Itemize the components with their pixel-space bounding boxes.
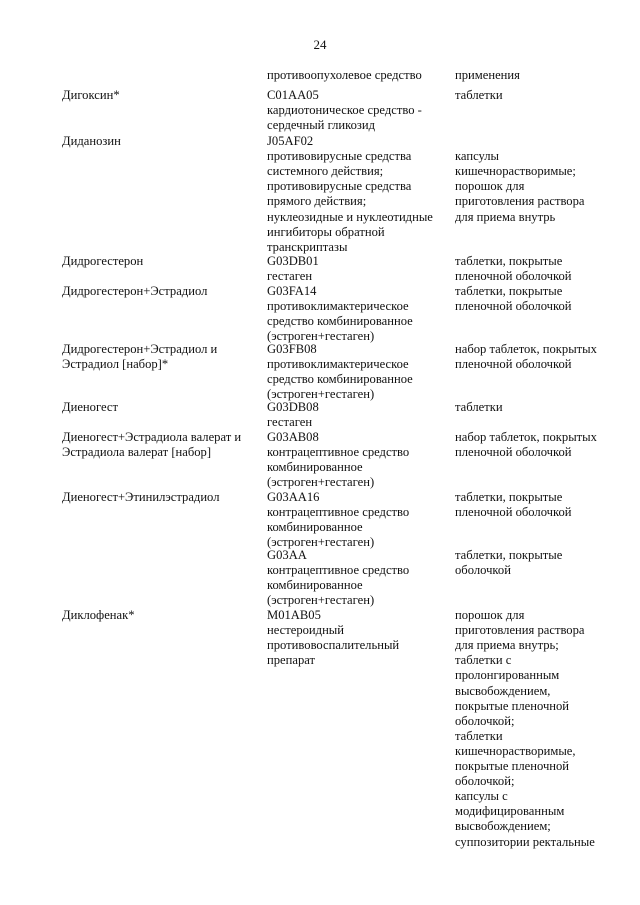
drug-name-line: Диклофенак*	[62, 608, 135, 622]
atc-code-description-line: J05AF02	[267, 134, 314, 148]
dosage-form-line: таблетки с	[455, 653, 512, 668]
dosage-form-line: приготовления раствора	[455, 623, 585, 638]
dosage-form-line: капсулы с	[455, 789, 508, 804]
drug-name-line: Диданозин	[62, 134, 121, 148]
dosage-form-line: порошок для	[455, 179, 525, 194]
dosage-form-line: покрытые пленочной	[455, 698, 570, 713]
dosage-form-line: таблетки, покрытые	[455, 254, 563, 268]
page-number: 24	[313, 37, 327, 52]
atc-code-description-line: прямого действия;	[267, 194, 367, 209]
atc-code-description-line: G03DB01	[267, 254, 319, 268]
drug-name-line: Эстрадиол [набор]*	[62, 357, 169, 372]
atc-code-description-line: препарат	[267, 653, 316, 668]
atc-code-description-line: противоклимактерическое	[267, 299, 409, 314]
dosage-form-line: высвобождением;	[455, 819, 551, 834]
atc-code-description-line: противовирусные средства	[267, 149, 412, 164]
dosage-form-line: набор таблеток, покрытых	[455, 342, 597, 356]
dosage-form-line: пленочной оболочкой	[455, 299, 572, 314]
atc-code-description-line: нестероидный	[267, 623, 345, 638]
atc-code-description-line: G03AA	[267, 548, 307, 562]
atc-code-description-line: системного действия;	[267, 164, 384, 179]
atc-code-description-line: противоклимактерическое	[267, 357, 409, 372]
atc-code-description-line: (эстроген+гестаген)	[267, 329, 375, 344]
atc-code-description-line: противовирусные средства	[267, 179, 412, 194]
drug-name-line: Дидрогестерон+Эстрадиол	[62, 284, 208, 298]
dosage-form-line: таблетки, покрытые	[455, 548, 563, 562]
atc-code-description-line: G03FB08	[267, 342, 317, 356]
dosage-form-line: высвобождением,	[455, 683, 551, 698]
atc-code-description-line: контрацептивное средство	[267, 505, 410, 520]
atc-code-description-line: (эстроген+гестаген)	[267, 387, 375, 402]
dosage-form-line: приготовления раствора	[455, 194, 585, 209]
dosage-form-line: таблетки	[455, 400, 503, 414]
dosage-form-line: порошок для	[455, 608, 525, 622]
dosage-form-line: пролонгированным	[455, 668, 560, 683]
atc-code-description-line: гестаген	[267, 269, 313, 284]
atc-code-description-line: средство комбинированное	[267, 314, 413, 329]
dosage-form-line: пленочной оболочкой	[455, 357, 572, 372]
dosage-form-line: таблетки, покрытые	[455, 284, 563, 298]
dosage-form-line: оболочкой	[455, 563, 511, 578]
atc-code-description-line: транскриптазы	[267, 239, 348, 254]
atc-code-description-line: комбинированное	[267, 460, 363, 475]
atc-code-description-line: комбинированное	[267, 578, 363, 593]
drug-name-line: Эстрадиола валерат [набор]	[62, 445, 212, 460]
dosage-form-line: для приема внутрь;	[455, 638, 559, 653]
dosage-form-line: таблетки, покрытые	[455, 490, 563, 504]
atc-code-description-line: (эстроген+гестаген)	[267, 593, 375, 608]
atc-code-description-line: нуклеозидные и нуклеотидные	[267, 209, 433, 224]
dosage-form-line: пленочной оболочкой	[455, 269, 572, 284]
atc-code-description-line: контрацептивное средство	[267, 563, 410, 578]
atc-code-description-line: кардиотоническое средство -	[267, 103, 422, 118]
atc-code-description-line: противовоспалительный	[267, 638, 400, 653]
dosage-form-line: пленочной оболочкой	[455, 505, 572, 520]
atc-code-description-line: (эстроген+гестаген)	[267, 535, 375, 550]
dosage-form-line: таблетки	[455, 88, 503, 102]
dosage-form-line: модифицированным	[455, 804, 565, 819]
atc-code-description-line: гестаген	[267, 415, 313, 430]
dosage-form-line: пленочной оболочкой	[455, 445, 572, 460]
atc-code-description-line: контрацептивное средство	[267, 445, 410, 460]
atc-code-description-line: ингибиторы обратной	[267, 224, 385, 239]
atc-code-description-line: M01AB05	[267, 608, 321, 622]
atc-code-description-line: комбинированное	[267, 520, 363, 535]
drug-name-line: Диеногест+Эстрадиола валерат и	[62, 430, 242, 444]
atc-code-description-line: средство комбинированное	[267, 372, 413, 387]
atc-code-description-line: противоопухолевое средство	[267, 68, 422, 82]
dosage-form-line: набор таблеток, покрытых	[455, 430, 597, 444]
atc-code-description-line: сердечный гликозид	[267, 118, 376, 133]
dosage-form-line: кишечнорастворимые;	[455, 164, 576, 179]
atc-code-description-line: C01AA05	[267, 88, 319, 102]
dosage-form-line: таблетки	[455, 728, 503, 743]
drug-name-line: Диеногест+Этинилэстрадиол	[62, 490, 220, 504]
dosage-form-line: оболочкой;	[455, 713, 515, 728]
atc-code-description-line: G03AA16	[267, 490, 320, 504]
atc-code-description-line: (эстроген+гестаген)	[267, 475, 375, 490]
dosage-form-line: для приема внутрь	[455, 209, 556, 224]
atc-code-description-line: G03DB08	[267, 400, 319, 414]
dosage-form-line: покрытые пленочной	[455, 759, 570, 773]
drug-name-line: Дидрогестерон+Эстрадиол и	[62, 342, 218, 356]
dosage-form-line: применения	[455, 68, 520, 82]
dosage-form-line: суппозитории ректальные	[455, 834, 595, 849]
dosage-form-line: оболочкой;	[455, 774, 515, 789]
atc-code-description-line: G03FA14	[267, 284, 317, 298]
atc-code-description-line: G03AB08	[267, 430, 319, 444]
drug-name-line: Дигоксин*	[62, 88, 120, 102]
drug-name-line: Дидрогестерон	[62, 254, 144, 268]
dosage-form-line: капсулы	[455, 149, 500, 164]
drug-name-line: Диеногест	[62, 400, 118, 414]
dosage-form-line: кишечнорастворимые,	[455, 743, 576, 758]
